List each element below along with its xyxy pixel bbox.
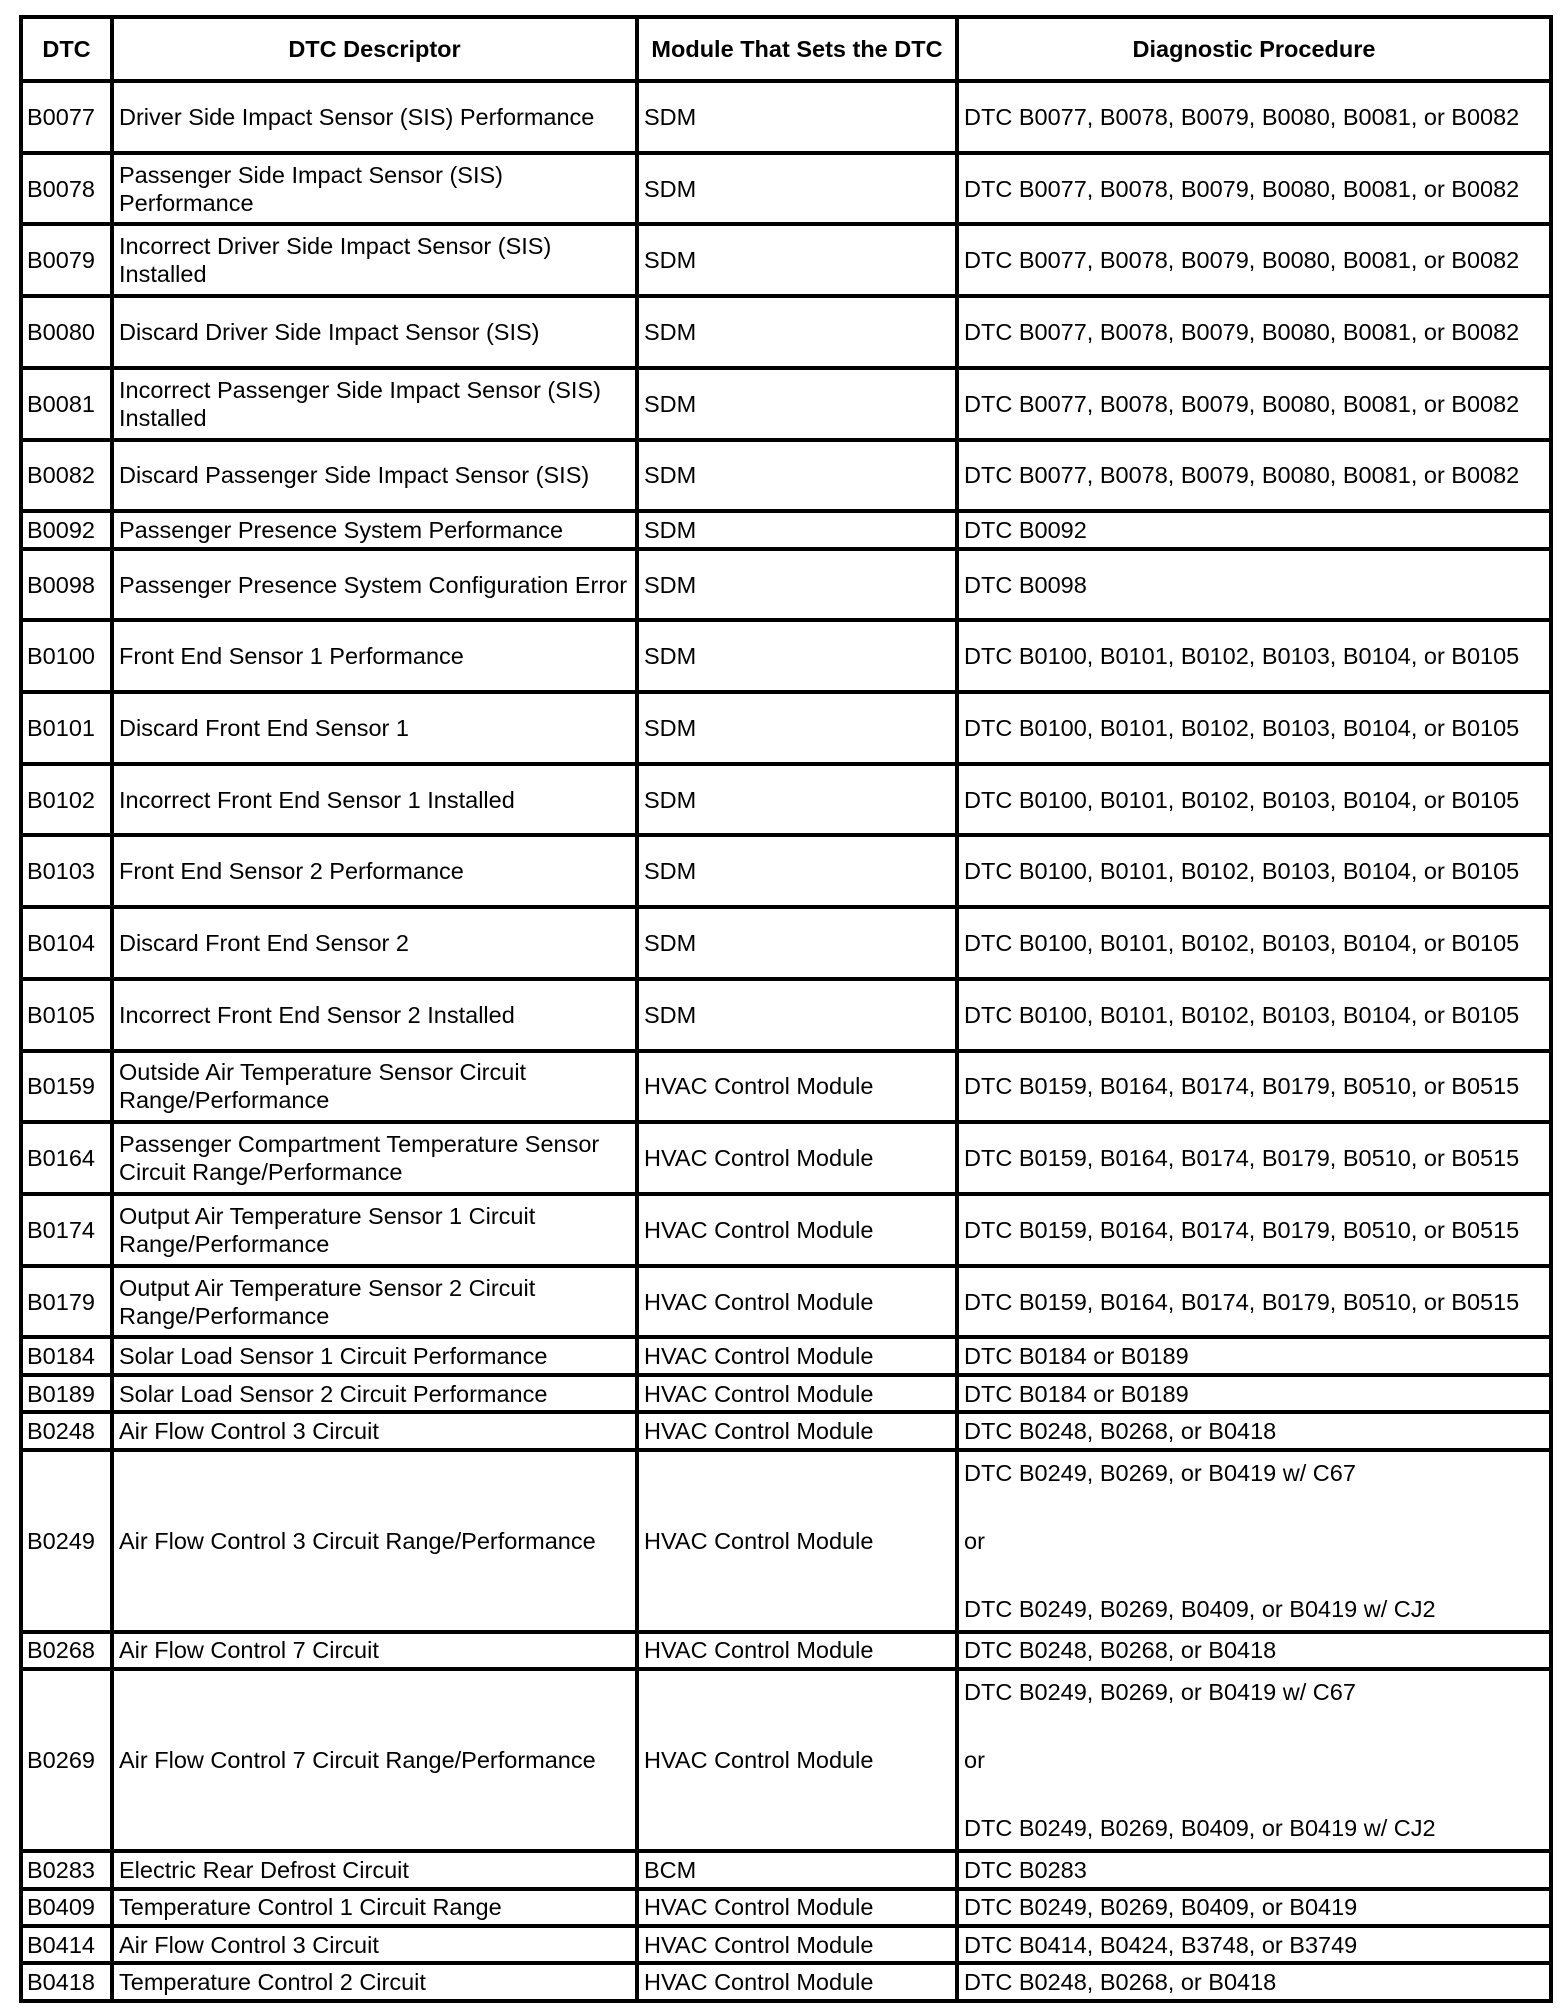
module-cell: HVAC Control Module <box>637 1266 957 1338</box>
descriptor-cell: Air Flow Control 7 Circuit Range/Performance <box>112 1669 637 1851</box>
dtc-cell: B0080 <box>21 296 112 368</box>
table-row <box>21 1963 1551 2001</box>
table-row <box>21 907 1551 979</box>
dtc-cell: B0101 <box>21 692 112 764</box>
procedure-cell: DTC B0077, B0078, B0079, B0080, B0081, or B0082 <box>957 440 1551 512</box>
table-row <box>21 296 1551 368</box>
dtc-cell: B0079 <box>21 224 112 296</box>
procedure-cell: DTC B0100, B0101, B0102, B0103, B0104, or B0105 <box>957 692 1551 764</box>
procedure-cell: DTC B0100, B0101, B0102, B0103, B0104, or B0105 <box>957 907 1551 979</box>
descriptor-cell: Incorrect Front End Sensor 2 Installed <box>112 979 637 1051</box>
table-row <box>21 1889 1551 1926</box>
procedure-cell: DTC B0159, B0164, B0174, B0179, B0510, or B0515 <box>957 1051 1551 1123</box>
module-cell: HVAC Control Module <box>637 1412 957 1449</box>
dtc-cell: B0414 <box>21 1926 112 1963</box>
procedure-cell: DTC B0159, B0164, B0174, B0179, B0510, or B0515 <box>957 1122 1551 1194</box>
dtc-cell: B0249 <box>21 1450 112 1632</box>
procedure-cell: DTC B0092 <box>957 511 1551 548</box>
module-cell: SDM <box>637 224 957 296</box>
procedure-line: or <box>964 1527 985 1554</box>
descriptor-cell: Passenger Presence System Configuration Error <box>112 549 637 621</box>
descriptor-cell: Air Flow Control 3 Circuit <box>112 1412 637 1449</box>
table-row <box>21 1051 1551 1123</box>
descriptor-cell: Passenger Compartment Temperature Sensor Circuit Range/Performance <box>112 1122 637 1194</box>
table-row <box>21 1375 1551 1412</box>
table-row <box>21 1266 1551 1338</box>
dtc-cell: B0268 <box>21 1632 112 1669</box>
table-row <box>21 549 1551 621</box>
descriptor-cell: Solar Load Sensor 1 Circuit Performance <box>112 1337 637 1374</box>
procedure-line: DTC B0249, B0269, or B0419 w/ C67 <box>964 1459 1356 1486</box>
header-dtc: DTC <box>21 17 112 81</box>
dtc-cell: B0078 <box>21 153 112 225</box>
header-procedure: Diagnostic Procedure <box>957 17 1551 81</box>
module-cell: HVAC Control Module <box>637 1375 957 1412</box>
table-row <box>21 1851 1551 1888</box>
dtc-cell: B0269 <box>21 1669 112 1851</box>
dtc-cell: B0159 <box>21 1051 112 1123</box>
table-row <box>21 1122 1551 1194</box>
procedure-cell: DTC B0159, B0164, B0174, B0179, B0510, or B0515 <box>957 1266 1551 1338</box>
table-row <box>21 368 1551 440</box>
descriptor-cell: Discard Passenger Side Impact Sensor (SIS) <box>112 440 637 512</box>
procedure-cell: DTC B0098 <box>957 549 1551 621</box>
descriptor-cell: Discard Front End Sensor 1 <box>112 692 637 764</box>
procedure-cell: DTC B0100, B0101, B0102, B0103, B0104, or B0105 <box>957 764 1551 836</box>
dtc-cell: B0092 <box>21 511 112 548</box>
table-row <box>21 81 1551 153</box>
descriptor-cell: Outside Air Temperature Sensor Circuit Range/Performance <box>112 1051 637 1123</box>
dtc-cell: B0104 <box>21 907 112 979</box>
procedure-cell: DTC B0248, B0268, or B0418 <box>957 1412 1551 1449</box>
procedure-cell: DTC B0077, B0078, B0079, B0080, B0081, or B0082 <box>957 368 1551 440</box>
procedure-line: DTC B0249, B0269, B0409, or B0419 w/ CJ2 <box>964 1815 1436 1842</box>
descriptor-cell: Solar Load Sensor 2 Circuit Performance <box>112 1375 637 1412</box>
procedure-cell: DTC B0100, B0101, B0102, B0103, B0104, or B0105 <box>957 620 1551 692</box>
module-cell: SDM <box>637 296 957 368</box>
procedure-cell: DTC B0249, B0269, B0409, or B0419 <box>957 1889 1551 1926</box>
procedure-line: DTC B0249, B0269, or B0419 w/ C67 <box>964 1679 1356 1706</box>
descriptor-cell: Incorrect Front End Sensor 1 Installed <box>112 764 637 836</box>
module-cell: SDM <box>637 549 957 621</box>
table-row <box>21 153 1551 225</box>
table-row <box>21 1632 1551 1669</box>
descriptor-cell: Front End Sensor 1 Performance <box>112 620 637 692</box>
descriptor-cell: Output Air Temperature Sensor 2 Circuit Range/Performance <box>112 1266 637 1338</box>
module-cell: SDM <box>637 907 957 979</box>
procedure-cell <box>957 1669 1551 1851</box>
dtc-cell: B0248 <box>21 1412 112 1449</box>
module-cell: SDM <box>637 620 957 692</box>
module-cell: SDM <box>637 368 957 440</box>
module-cell: HVAC Control Module <box>637 1926 957 1963</box>
table-row <box>21 979 1551 1051</box>
dtc-cell: B0184 <box>21 1337 112 1374</box>
table-row <box>21 1926 1551 1963</box>
table-row <box>21 1337 1551 1374</box>
dtc-cell: B0105 <box>21 979 112 1051</box>
dtc-cell: B0409 <box>21 1889 112 1926</box>
procedure-cell: DTC B0159, B0164, B0174, B0179, B0510, or B0515 <box>957 1194 1551 1266</box>
dtc-cell: B0100 <box>21 620 112 692</box>
procedure-line: DTC B0249, B0269, B0409, or B0419 w/ CJ2 <box>964 1595 1436 1622</box>
procedure-cell: DTC B0077, B0078, B0079, B0080, B0081, or B0082 <box>957 81 1551 153</box>
module-cell: BCM <box>637 1851 957 1888</box>
descriptor-cell: Air Flow Control 7 Circuit <box>112 1632 637 1669</box>
module-cell: SDM <box>637 511 957 548</box>
module-cell: HVAC Control Module <box>637 1669 957 1851</box>
procedure-cell: DTC B0100, B0101, B0102, B0103, B0104, or B0105 <box>957 835 1551 907</box>
dtc-cell: B0081 <box>21 368 112 440</box>
module-cell: HVAC Control Module <box>637 1194 957 1266</box>
module-cell: SDM <box>637 81 957 153</box>
descriptor-cell: Incorrect Driver Side Impact Sensor (SIS) Installed <box>112 224 637 296</box>
procedure-cell: DTC B0184 or B0189 <box>957 1375 1551 1412</box>
dtc-cell: B0098 <box>21 549 112 621</box>
procedure-cell: DTC B0077, B0078, B0079, B0080, B0081, or B0082 <box>957 224 1551 296</box>
dtc-cell: B0418 <box>21 1963 112 2001</box>
table-row <box>21 764 1551 836</box>
table-row <box>21 511 1551 548</box>
descriptor-cell: Discard Driver Side Impact Sensor (SIS) <box>112 296 637 368</box>
descriptor-cell: Incorrect Passenger Side Impact Sensor (SIS) Installed <box>112 368 637 440</box>
header-row <box>21 17 1551 81</box>
descriptor-cell: Passenger Presence System Performance <box>112 511 637 548</box>
module-cell: SDM <box>637 979 957 1051</box>
descriptor-cell: Temperature Control 2 Circuit <box>112 1963 637 2001</box>
dtc-cell: B0179 <box>21 1266 112 1338</box>
descriptor-cell: Output Air Temperature Sensor 1 Circuit Range/Performance <box>112 1194 637 1266</box>
table-body <box>21 81 1551 2001</box>
module-cell: SDM <box>637 440 957 512</box>
dtc-cell: B0077 <box>21 81 112 153</box>
dtc-table <box>19 15 1553 2003</box>
table-row <box>21 835 1551 907</box>
module-cell: HVAC Control Module <box>637 1450 957 1632</box>
descriptor-cell: Temperature Control 1 Circuit Range <box>112 1889 637 1926</box>
table-row <box>21 1412 1551 1449</box>
table-row <box>21 440 1551 512</box>
module-cell: HVAC Control Module <box>637 1889 957 1926</box>
module-cell: SDM <box>637 835 957 907</box>
table-header <box>21 17 1551 81</box>
descriptor-cell: Electric Rear Defrost Circuit <box>112 1851 637 1888</box>
dtc-cell: B0103 <box>21 835 112 907</box>
descriptor-cell: Driver Side Impact Sensor (SIS) Performance <box>112 81 637 153</box>
dtc-cell: B0164 <box>21 1122 112 1194</box>
module-cell: HVAC Control Module <box>637 1051 957 1123</box>
dtc-cell: B0174 <box>21 1194 112 1266</box>
dtc-cell: B0189 <box>21 1375 112 1412</box>
module-cell: HVAC Control Module <box>637 1963 957 2001</box>
table-row <box>21 224 1551 296</box>
module-cell: SDM <box>637 764 957 836</box>
module-cell: HVAC Control Module <box>637 1632 957 1669</box>
procedure-line: or <box>964 1747 985 1774</box>
procedure-cell <box>957 1450 1551 1632</box>
procedure-cell: DTC B0283 <box>957 1851 1551 1888</box>
dtc-cell: B0102 <box>21 764 112 836</box>
dtc-cell: B0082 <box>21 440 112 512</box>
header-descriptor: DTC Descriptor <box>112 17 637 81</box>
dtc-cell: B0283 <box>21 1851 112 1888</box>
procedure-cell: DTC B0248, B0268, or B0418 <box>957 1632 1551 1669</box>
procedure-cell: DTC B0248, B0268, or B0418 <box>957 1963 1551 2001</box>
module-cell: SDM <box>637 153 957 225</box>
module-cell: HVAC Control Module <box>637 1337 957 1374</box>
table-row <box>21 1194 1551 1266</box>
descriptor-cell: Air Flow Control 3 Circuit Range/Performance <box>112 1450 637 1632</box>
descriptor-cell: Front End Sensor 2 Performance <box>112 835 637 907</box>
table-row <box>21 1669 1551 1851</box>
header-module: Module That Sets the DTC <box>637 17 957 81</box>
procedure-cell: DTC B0100, B0101, B0102, B0103, B0104, or B0105 <box>957 979 1551 1051</box>
table-row <box>21 692 1551 764</box>
descriptor-cell: Passenger Side Impact Sensor (SIS) Performance <box>112 153 637 225</box>
procedure-cell: DTC B0414, B0424, B3748, or B3749 <box>957 1926 1551 1963</box>
module-cell: SDM <box>637 692 957 764</box>
descriptor-cell: Discard Front End Sensor 2 <box>112 907 637 979</box>
procedure-cell: DTC B0077, B0078, B0079, B0080, B0081, or B0082 <box>957 153 1551 225</box>
descriptor-cell: Air Flow Control 3 Circuit <box>112 1926 637 1963</box>
procedure-cell: DTC B0077, B0078, B0079, B0080, B0081, or B0082 <box>957 296 1551 368</box>
table-row <box>21 620 1551 692</box>
procedure-cell: DTC B0184 or B0189 <box>957 1337 1551 1374</box>
table-row <box>21 1450 1551 1632</box>
module-cell: HVAC Control Module <box>637 1122 957 1194</box>
